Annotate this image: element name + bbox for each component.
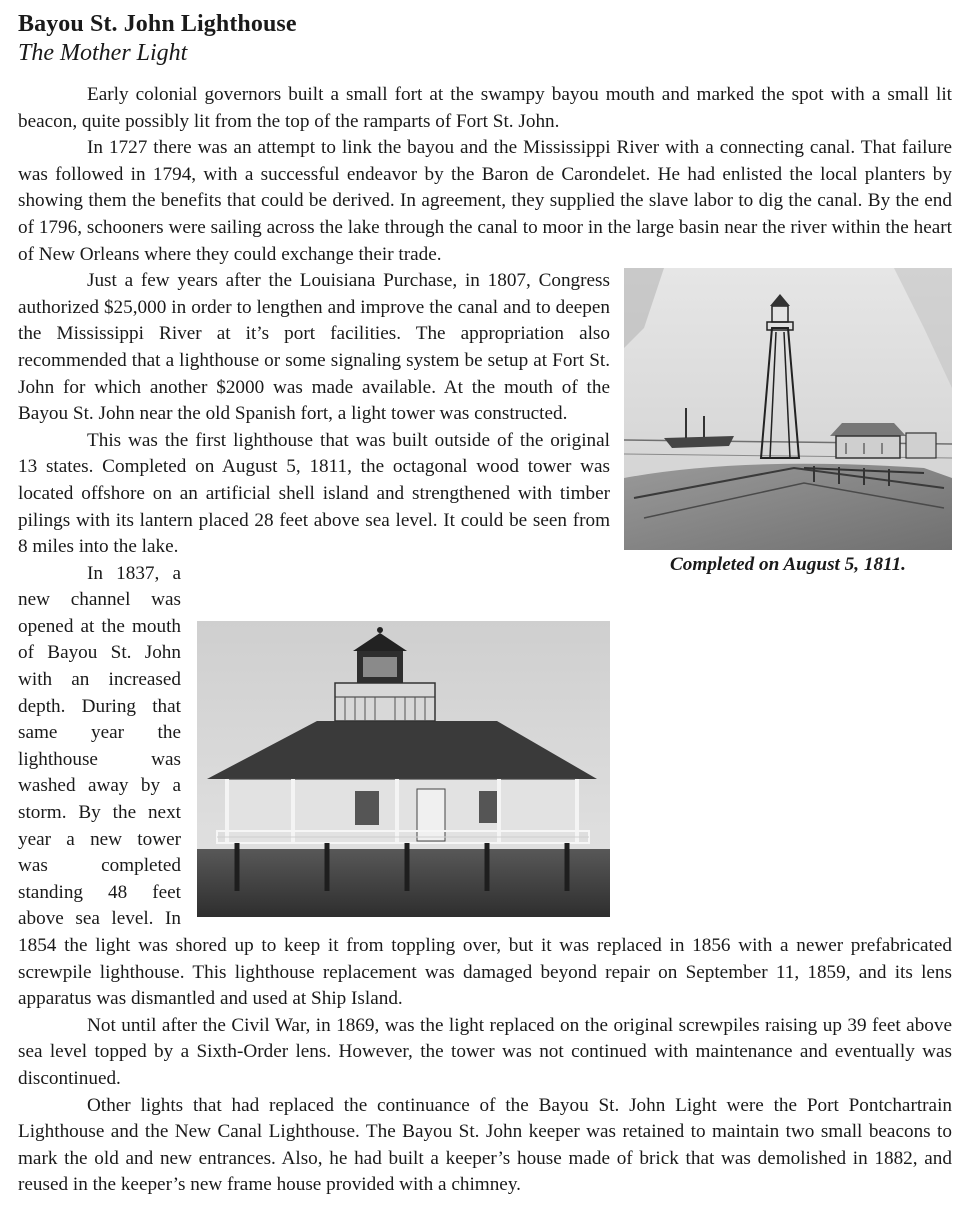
- paragraph-7: Other lights that had replaced the continuance of the Bayou St. John Light were the Port Pontchartrain Lighthouse and the New Canal Lighthouse. The Bayou St. John keeper was retained to maintain two small beacons to mark the old and new entrances. Also, he had built a keeper’s house made of brick that was demolished in 1882, and reused in the keeper’s new frame house provided with a chimney.: [18, 1094, 952, 1196]
- paragraph-1: Early colonial governors built a small fort at the swampy bayou mouth and marked the spot with a small lit beacon, quite possibly lit from the top of the ramparts of Fort St. John.: [18, 84, 952, 132]
- paragraph-6: Not until after the Civil War, in 1869, was the light replaced on the original screwpiles raising up 39 feet above sea level topped by a Sixth-Order lens. However, the tower was not continued with maintenance and eventually was discontinued.: [18, 1014, 952, 1089]
- paragraph-4: This was the first lighthouse that was built outside of the original 13 states. Completed on August 5, 1811, the octagonal wood tower was located offshore on an artificial shell island and strengthened with timber pilings with its lantern placed 28 feet above sea level. It could be seen from 8 miles into the lake.: [18, 429, 610, 558]
- screwpile-lighthouse-photo: [197, 621, 610, 917]
- paragraph-5: In 1837, a new channel was opened at the mouth of Bayou St. John with an increased depth. During that same year the lighthouse was washed away by a storm. By the next year a new tower was completed standing 48 feet above sea level. In 1854 the light was shored up to keep it from toppling over, but it was replaced in 1856 with a newer prefabricated screwpile lighthouse. This lighthouse replacement was damaged beyond repair on September 11, 1859, and its lens apparatus was dismantled and used at Ship Island.: [18, 562, 952, 1010]
- figure-sketch-1811: [624, 268, 952, 578]
- figure-caption: Completed on August 5, 1811.: [670, 554, 906, 576]
- document-page: [18, 10, 952, 1199]
- paragraph-3: Just a few years after the Louisiana Purchase, in 1807, Congress authorized $25,000 in order to lengthen and improve the canal and to deepen the Mississippi River at it’s port facilities. The appropriation also recommended that a lighthouse or some signaling system be setup at Fort St. John for which another $2000 was made available. At the mouth of the Bayou St. John near the old Spanish fort, a light tower was constructed.: [18, 270, 610, 425]
- sketch-image: [624, 268, 952, 550]
- article-body: [18, 82, 952, 1199]
- figure-screwpile-photo: [197, 621, 610, 917]
- screwpile-lighthouse-illustration: [197, 621, 610, 917]
- lighthouse-sketch-illustration: [624, 268, 952, 550]
- page-subtitle: The Mother Light: [18, 40, 188, 66]
- paragraph-2: In 1727 there was an attempt to link the bayou and the Mississippi River with a connecting canal. That failure was followed in 1794, with a successful endeavor by the Baron de Carondelet. He had enlisted the local planters by showing them the benefits that could be derived. In agreement, they supplied the slave labor to dig the canal. By the end of 1796, schooners were sailing across the lake through the canal to moor in the large basin near the river within the heart of New Orleans where they could exchange their trade.: [18, 137, 952, 265]
- page-title: Bayou St. John Lighthouse: [18, 11, 297, 37]
